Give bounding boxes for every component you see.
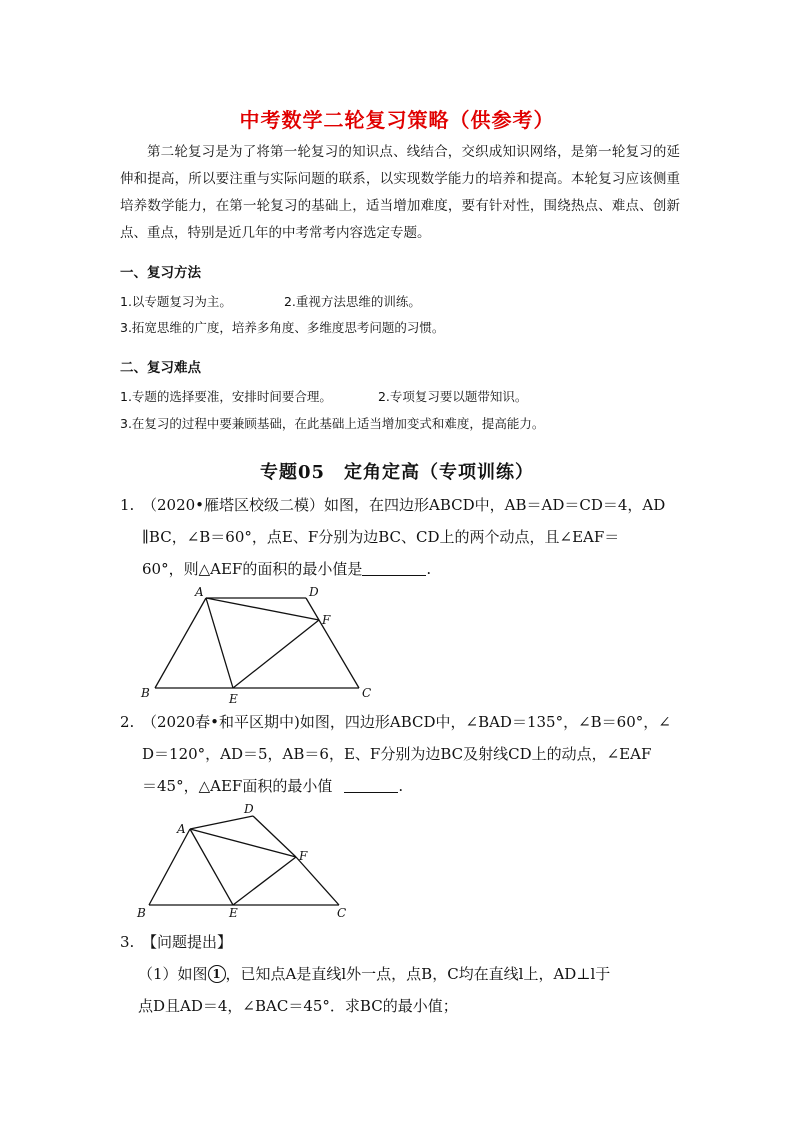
fig2-edge-ab [149, 829, 190, 905]
section-heading-methods: 一、复习方法 [120, 265, 201, 281]
problem-3-heading: 【问题提出】 [142, 933, 233, 951]
methods-item-1: 1.以专题复习为主。 [120, 294, 232, 309]
section-heading-difficulties: 二、复习难点 [120, 360, 201, 376]
fig2-edge-ad [190, 816, 253, 829]
fig1-label-c: C [362, 686, 372, 700]
problem-1-line-1-text: （2020•雁塔区校级二模）如图，在四边形ABCD中，AB＝AD＝CD＝4，AD [142, 496, 666, 514]
problem-1-line-2: ∥BC，∠B＝60°，点E、F分别为边BC、CD上的两个动点，且∠EAF＝ [142, 528, 620, 546]
difficulties-item-2: 2.专项复习要以题带知识。 [377, 389, 528, 404]
difficulties-item-1: 1.专题的选择要准，安排时间要合理。 [120, 389, 332, 404]
problem-2-line-1-text: （2020春•和平区期中)如图，四边形ABCD中，∠BAD＝135°，∠B＝60°，∠ [142, 713, 671, 731]
fig2-edge-ef [233, 857, 296, 905]
problem-3-sub-line-2: 点D且AD＝4，∠BAC＝45°．求BC的最小值； [138, 997, 458, 1015]
problem-2-line-3-text: ＝45°，△AEF面积的最小值 [142, 777, 333, 795]
fig2-edge-fc [296, 857, 339, 905]
fig1-label-d: D [309, 585, 319, 599]
problem-1-line-3-text: 60°，则△AEF的面积的最小值是 [142, 560, 363, 578]
problem-3-sub-prefix: （1）如图 [138, 965, 208, 983]
problem-3-number: 3. [120, 933, 135, 951]
fig2-edge-ae [190, 829, 233, 905]
fig2-label-f: F [299, 849, 308, 863]
topic-heading: 专题05 定角定高（专项训练） [259, 462, 535, 483]
problem-3-sub-line-1-text: ，已知点A是直线l外一点，点B，C均在直线l上，AD⊥l于 [225, 965, 611, 983]
methods-item-3: 3.拓宽思维的广度，培养多角度、多维度思考问题的习惯。 [120, 320, 445, 335]
fig2-edge-af [190, 829, 296, 857]
fig2-label-e: E [229, 906, 238, 920]
fig1-label-a: A [195, 585, 204, 599]
fig1-label-b: B [141, 686, 150, 700]
problem-2-number: 2. [120, 713, 135, 731]
fig1-label-e: E [229, 692, 238, 706]
intro-paragraph: 第二轮复习是为了将第一轮复习的知识点、线结合，交织成知识网络，是第一轮复习的延伸和提高，所以要注重与实际问题的联系，以实现数学能力的培养和提高。本轮复习应该侧重培养数学能力，在第一轮复习的基础上，适当增加难度，要有针对性，围绕热点、难点、创新点、重点，特别是近几年的中考常考内容选定专题。 [120, 144, 680, 241]
fig1-label-f: F [322, 613, 331, 627]
fig2-label-a: A [177, 822, 186, 836]
problem-2-line-3-end: . [398, 777, 404, 795]
problem-3-sub-line-1 [138, 958, 683, 990]
problem-3-subquestion-1 [138, 958, 683, 1022]
problem-3-heading-line [120, 926, 680, 958]
fig2-label-c: C [337, 906, 347, 920]
figure-1-marker: 1 [208, 965, 226, 983]
fig2-label-d: D [244, 802, 254, 816]
document-title: 中考数学二轮复习策略（供参考） [239, 108, 555, 132]
methods-item-2: 2.重视方法思维的训练。 [283, 294, 421, 309]
problem-2-line-2: D＝120°，AD＝5，AB＝6，E、F分别为边BC及射线CD上的动点，∠EAF [142, 745, 652, 763]
difficulties-item-3: 3.在复习的过程中要兼顾基础，在此基础上适当增加变式和难度，提高能力。 [120, 416, 545, 431]
problem-1-line-3-end: . [426, 560, 432, 578]
problem-1-number: 1. [120, 496, 135, 514]
fig2-label-b: B [137, 906, 146, 920]
